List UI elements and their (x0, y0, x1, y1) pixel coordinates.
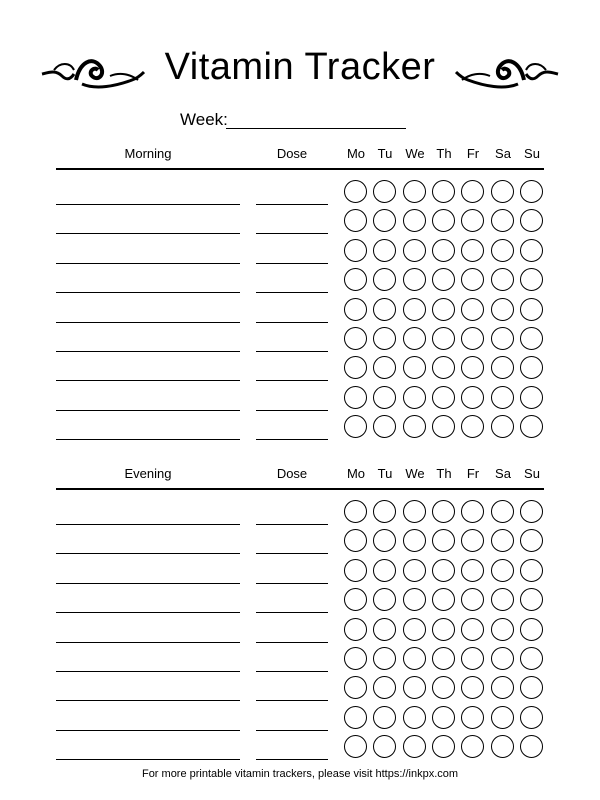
checkbox-mo[interactable] (344, 356, 367, 379)
entry-row (0, 325, 600, 354)
checkbox-mo[interactable] (344, 647, 367, 670)
checkbox-tu[interactable] (373, 676, 396, 699)
checkbox-tu[interactable] (373, 706, 396, 729)
checkbox-sa[interactable] (491, 676, 514, 699)
checkbox-mo[interactable] (344, 415, 367, 438)
checkbox-fr[interactable] (461, 500, 484, 523)
checkbox-mo[interactable] (344, 386, 367, 409)
checkbox-we[interactable] (403, 298, 426, 321)
checkbox-mo[interactable] (344, 735, 367, 758)
entry-row (0, 586, 600, 615)
checkbox-th[interactable] (432, 735, 455, 758)
dose-header: Dose (276, 466, 308, 481)
checkbox-fr[interactable] (461, 647, 484, 670)
day-header-fr: Fr (466, 466, 480, 481)
section-title: Evening (124, 466, 172, 481)
vitamin-name-line[interactable] (56, 263, 240, 264)
vitamin-name-line[interactable] (56, 700, 240, 701)
checkbox-mo[interactable] (344, 209, 367, 232)
dose-line[interactable] (256, 612, 328, 613)
checkbox-we[interactable] (403, 327, 426, 350)
day-header-tu: Tu (377, 146, 393, 161)
checkbox-sa[interactable] (491, 415, 514, 438)
entry-row (0, 237, 600, 266)
checkbox-th[interactable] (432, 618, 455, 641)
vitamin-name-line[interactable] (56, 612, 240, 613)
checkbox-sa[interactable] (491, 386, 514, 409)
vitamin-name-line[interactable] (56, 759, 240, 760)
checkbox-fr[interactable] (461, 415, 484, 438)
checkbox-tu[interactable] (373, 735, 396, 758)
vitamin-name-line[interactable] (56, 233, 240, 234)
dose-line[interactable] (256, 292, 328, 293)
dose-line[interactable] (256, 439, 328, 440)
vitamin-name-line[interactable] (56, 410, 240, 411)
checkbox-we[interactable] (403, 529, 426, 552)
checkbox-we[interactable] (403, 386, 426, 409)
checkbox-mo[interactable] (344, 618, 367, 641)
checkbox-th[interactable] (432, 298, 455, 321)
checkbox-we[interactable] (403, 268, 426, 291)
checkbox-we[interactable] (403, 180, 426, 203)
checkbox-fr[interactable] (461, 588, 484, 611)
checkbox-fr[interactable] (461, 706, 484, 729)
vitamin-name-line[interactable] (56, 322, 240, 323)
checkbox-sa[interactable] (491, 500, 514, 523)
week-label: Week: (180, 110, 228, 129)
checkbox-tu[interactable] (373, 239, 396, 262)
checkbox-we[interactable] (403, 239, 426, 262)
checkbox-su[interactable] (520, 647, 543, 670)
checkbox-su[interactable] (520, 559, 543, 582)
checkbox-su[interactable] (520, 618, 543, 641)
checkbox-sa[interactable] (491, 268, 514, 291)
checkbox-th[interactable] (432, 529, 455, 552)
header-rule (56, 488, 544, 490)
checkbox-mo[interactable] (344, 706, 367, 729)
dose-line[interactable] (256, 380, 328, 381)
dose-line[interactable] (256, 322, 328, 323)
page-title: Vitamin Tracker (164, 46, 436, 88)
vitamin-name-line[interactable] (56, 583, 240, 584)
checkbox-mo[interactable] (344, 676, 367, 699)
checkbox-th[interactable] (432, 559, 455, 582)
vitamin-name-line[interactable] (56, 524, 240, 525)
checkbox-tu[interactable] (373, 268, 396, 291)
dose-line[interactable] (256, 583, 328, 584)
checkbox-fr[interactable] (461, 298, 484, 321)
day-header-th: Th (436, 466, 452, 481)
checkbox-sa[interactable] (491, 239, 514, 262)
checkbox-sa[interactable] (491, 356, 514, 379)
checkbox-we[interactable] (403, 500, 426, 523)
checkbox-th[interactable] (432, 239, 455, 262)
checkbox-tu[interactable] (373, 647, 396, 670)
vitamin-name-line[interactable] (56, 730, 240, 731)
entry-row (0, 527, 600, 556)
checkbox-su[interactable] (520, 588, 543, 611)
dose-line[interactable] (256, 233, 328, 234)
dose-line[interactable] (256, 700, 328, 701)
checkbox-fr[interactable] (461, 559, 484, 582)
checkbox-su[interactable] (520, 735, 543, 758)
entry-row (0, 207, 600, 236)
checkbox-we[interactable] (403, 356, 426, 379)
dose-line[interactable] (256, 524, 328, 525)
day-header-fr: Fr (466, 146, 480, 161)
checkbox-fr[interactable] (461, 676, 484, 699)
checkbox-th[interactable] (432, 415, 455, 438)
checkbox-mo[interactable] (344, 239, 367, 262)
checkbox-fr[interactable] (461, 209, 484, 232)
checkbox-tu[interactable] (373, 415, 396, 438)
vitamin-name-line[interactable] (56, 642, 240, 643)
dose-line[interactable] (256, 642, 328, 643)
dose-header: Dose (276, 146, 308, 161)
entry-row (0, 704, 600, 733)
dose-line[interactable] (256, 730, 328, 731)
checkbox-fr[interactable] (461, 327, 484, 350)
checkbox-we[interactable] (403, 559, 426, 582)
checkbox-su[interactable] (520, 529, 543, 552)
checkbox-tu[interactable] (373, 500, 396, 523)
title-row (0, 40, 600, 100)
dose-line[interactable] (256, 351, 328, 352)
section-title: Morning (124, 146, 172, 161)
checkbox-mo[interactable] (344, 180, 367, 203)
checkbox-mo[interactable] (344, 327, 367, 350)
vitamin-name-line[interactable] (56, 380, 240, 381)
checkbox-tu[interactable] (373, 559, 396, 582)
entry-row (0, 296, 600, 325)
checkbox-fr[interactable] (461, 618, 484, 641)
entry-row (0, 645, 600, 674)
checkbox-sa[interactable] (491, 180, 514, 203)
checkbox-mo[interactable] (344, 298, 367, 321)
checkbox-sa[interactable] (491, 209, 514, 232)
entry-row (0, 354, 600, 383)
day-header-su: Su (524, 466, 540, 481)
checkbox-su[interactable] (520, 298, 543, 321)
checkbox-th[interactable] (432, 327, 455, 350)
checkbox-su[interactable] (520, 676, 543, 699)
dose-line[interactable] (256, 759, 328, 760)
checkbox-we[interactable] (403, 415, 426, 438)
day-header-su: Su (524, 146, 540, 161)
checkbox-th[interactable] (432, 500, 455, 523)
entry-row (0, 674, 600, 703)
flourish-right-icon (455, 50, 560, 92)
dose-line[interactable] (256, 553, 328, 554)
checkbox-th[interactable] (432, 268, 455, 291)
checkbox-th[interactable] (432, 706, 455, 729)
day-header-we: We (405, 146, 425, 161)
dose-line[interactable] (256, 263, 328, 264)
checkbox-tu[interactable] (373, 588, 396, 611)
vitamin-name-line[interactable] (56, 671, 240, 672)
entry-row (0, 178, 600, 207)
checkbox-mo[interactable] (344, 529, 367, 552)
day-header-tu: Tu (377, 466, 393, 481)
checkbox-su[interactable] (520, 239, 543, 262)
checkbox-tu[interactable] (373, 618, 396, 641)
checkbox-fr[interactable] (461, 239, 484, 262)
checkbox-su[interactable] (520, 209, 543, 232)
checkbox-fr[interactable] (461, 356, 484, 379)
day-header-th: Th (436, 146, 452, 161)
checkbox-su[interactable] (520, 386, 543, 409)
checkbox-mo[interactable] (344, 559, 367, 582)
checkbox-we[interactable] (403, 588, 426, 611)
checkbox-th[interactable] (432, 209, 455, 232)
footer-note: For more printable vitamin trackers, please visit https://inkpx.com (141, 768, 459, 780)
checkbox-mo[interactable] (344, 268, 367, 291)
checkbox-we[interactable] (403, 647, 426, 670)
checkbox-th[interactable] (432, 676, 455, 699)
checkbox-sa[interactable] (491, 529, 514, 552)
checkbox-th[interactable] (432, 356, 455, 379)
dose-line[interactable] (256, 671, 328, 672)
entry-row (0, 413, 600, 442)
checkbox-sa[interactable] (491, 559, 514, 582)
checkbox-mo[interactable] (344, 588, 367, 611)
checkbox-su[interactable] (520, 268, 543, 291)
vitamin-name-line[interactable] (56, 439, 240, 440)
entry-row (0, 616, 600, 645)
checkbox-th[interactable] (432, 386, 455, 409)
checkbox-fr[interactable] (461, 386, 484, 409)
day-header-sa: Sa (495, 466, 511, 481)
vitamin-name-line[interactable] (56, 292, 240, 293)
checkbox-sa[interactable] (491, 298, 514, 321)
checkbox-tu[interactable] (373, 386, 396, 409)
checkbox-tu[interactable] (373, 180, 396, 203)
checkbox-th[interactable] (432, 180, 455, 203)
checkbox-sa[interactable] (491, 327, 514, 350)
checkbox-su[interactable] (520, 327, 543, 350)
checkbox-fr[interactable] (461, 180, 484, 203)
checkbox-tu[interactable] (373, 356, 396, 379)
checkbox-we[interactable] (403, 209, 426, 232)
entry-row (0, 384, 600, 413)
checkbox-tu[interactable] (373, 327, 396, 350)
checkbox-th[interactable] (432, 647, 455, 670)
checkbox-tu[interactable] (373, 529, 396, 552)
dose-line[interactable] (256, 410, 328, 411)
day-header-mo: Mo (346, 466, 366, 481)
checkbox-fr[interactable] (461, 529, 484, 552)
vitamin-name-line[interactable] (56, 204, 240, 205)
entry-row (0, 557, 600, 586)
dose-line[interactable] (256, 204, 328, 205)
checkbox-su[interactable] (520, 500, 543, 523)
checkbox-we[interactable] (403, 735, 426, 758)
checkbox-su[interactable] (520, 356, 543, 379)
checkbox-tu[interactable] (373, 298, 396, 321)
vitamin-name-line[interactable] (56, 351, 240, 352)
checkbox-fr[interactable] (461, 268, 484, 291)
vitamin-name-line[interactable] (56, 553, 240, 554)
week-input-line[interactable] (226, 128, 406, 129)
checkbox-su[interactable] (520, 706, 543, 729)
checkbox-sa[interactable] (491, 706, 514, 729)
entry-row (0, 498, 600, 527)
checkbox-fr[interactable] (461, 735, 484, 758)
checkbox-mo[interactable] (344, 500, 367, 523)
checkbox-we[interactable] (403, 618, 426, 641)
checkbox-we[interactable] (403, 676, 426, 699)
header-rule (56, 168, 544, 170)
checkbox-sa[interactable] (491, 588, 514, 611)
checkbox-tu[interactable] (373, 209, 396, 232)
checkbox-su[interactable] (520, 180, 543, 203)
checkbox-th[interactable] (432, 588, 455, 611)
day-header-mo: Mo (346, 146, 366, 161)
entry-row (0, 733, 600, 762)
day-header-sa: Sa (495, 146, 511, 161)
checkbox-sa[interactable] (491, 735, 514, 758)
checkbox-sa[interactable] (491, 647, 514, 670)
checkbox-sa[interactable] (491, 618, 514, 641)
entry-row (0, 266, 600, 295)
checkbox-we[interactable] (403, 706, 426, 729)
checkbox-su[interactable] (520, 415, 543, 438)
day-header-we: We (405, 466, 425, 481)
